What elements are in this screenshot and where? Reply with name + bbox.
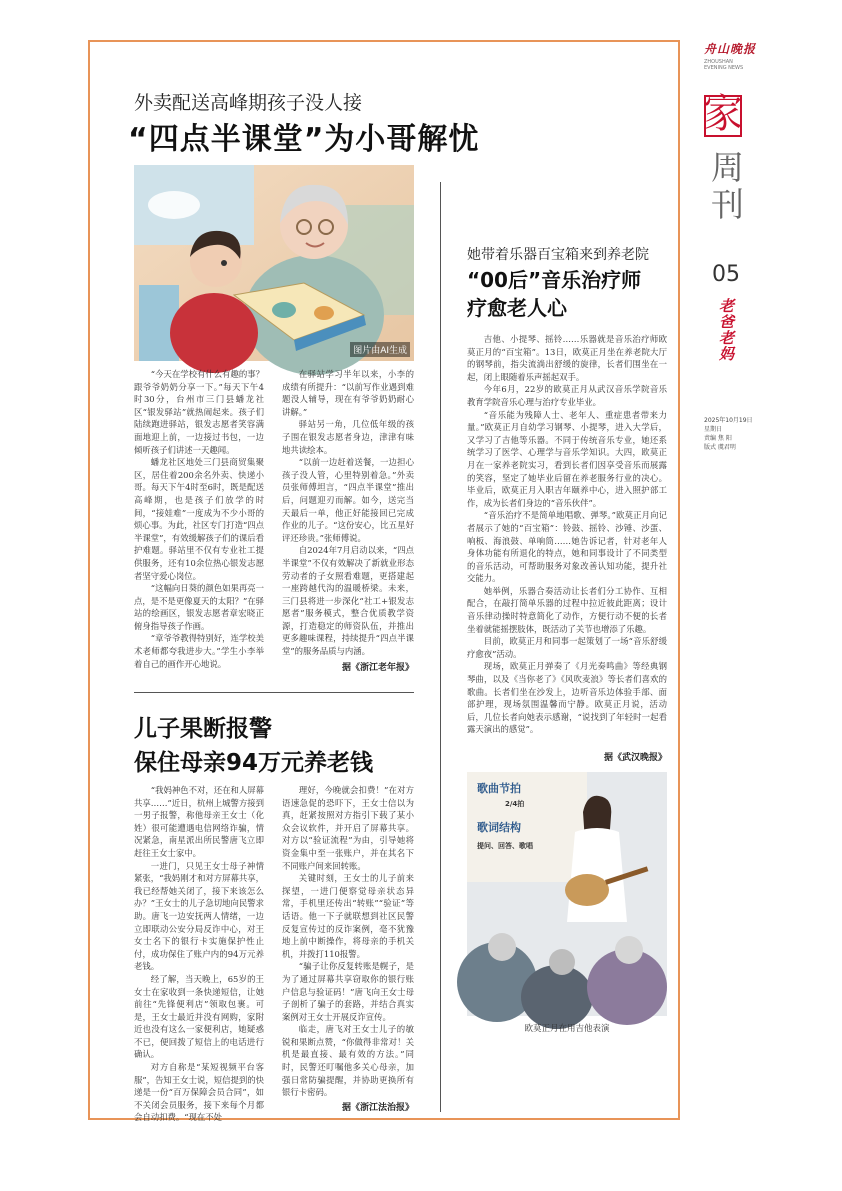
paragraph: 吉他、小提琴、摇铃……乐器就是音乐治疗师欧莫正月的“百宝箱”。13日，欧莫正月坐在养老院大厅的钢琴前，指尖流淌出舒缓的旋律，长者们围坐在一起，闭上眼随着乐声摇起双手。 (467, 334, 667, 382)
article2-headline-line2: 疗愈老人心 (467, 296, 567, 320)
article3-headline-line1: 儿子果断报警 (134, 716, 272, 742)
paragraph: “今天在学校有什么有趣的事？跟爷爷奶奶分享一下。”每天下午4时30分，台州市三门县蟠龙社区“银发驿站”就热闹起来。孩子们陆续跑进驿站，银发志愿者笑容满面地迎上前，一边接过书包，一边倾听孩子们讲述一天趣闻。 (134, 369, 264, 455)
photo-board-title: 歌曲节拍 (477, 782, 521, 795)
article2-body (467, 333, 667, 747)
article1-col1 (134, 368, 264, 670)
issue-editor: 责编 焦 阳 (704, 435, 732, 442)
photo-board-sub: 歌词结构 (477, 821, 521, 834)
paragraph: 目前，欧莫正月和同事一起策划了一场“音乐舒缓疗愈夜”活动。 (467, 636, 667, 659)
article3-headline-line2: 保住母亲94万元养老钱 (134, 750, 374, 776)
paragraph: 理好，今晚就会扣费！”在对方语速急促的恐吓下，王女士信以为真，赶紧按照对方指引下载了某小众会议软件，并开启了屏幕共享。对方以“验证流程”为由，引导她将资金集中至一张账户，并在其名下不同账户间来回转账。 (282, 785, 414, 871)
article2-source: 据《武汉晚报》 (603, 753, 667, 763)
column-name: 老爸老妈 (717, 298, 735, 362)
issue-weekday: 星期日 (704, 426, 723, 433)
paragraph: “音乐治疗不是简单地唱歌、弹琴。”欧莫正月向记者展示了她的“百宝箱”：铃鼓、摇铃、沙锤、沙蛋、响板、海浪鼓、单响筒……她告诉记者，针对老年人身体功能有所退化的特点，她和同事设计了不同类型的音乐活动，可帮助服务对象改善认知功能，提升社交能力。 (467, 510, 667, 584)
paragraph: 她举例，乐器合奏活动让长者们分工协作、互相配合，在敲打简单乐器的过程中拉近彼此距离；设计音乐律动操时特意简化了动作，方便行动不便的长者坐着就能摇摆肢体，既活动了关节也增添了乐趣。 (467, 585, 667, 634)
paragraph: 关键时刻，王女士的儿子前来探望，一进门便察觉母亲状态异常，手机里还传出“转账”“验证”等话语。他一下子就联想到社区民警反复宣传过的反诈案例，毫不犹豫地上前中断操作，将母亲的手机关机，并拨打110报警。 (282, 873, 414, 959)
paragraph: 蟠龙社区地处三门县商贸集聚区，居住着200余名外卖、快递小哥。每天下午4时至6时，既是配送高峰期，也是孩子们放学的时间，“接娃难”一度成为不少小哥的烦心事。为此，社区专门打造“四点半课堂”，有效缓解孩子们的课后看护难题。驿站里不仅有专业社工提供服务，还有10余位热心银发志愿者坚守爱心岗位。 (134, 457, 264, 581)
logo-en-line2: EVENING NEWS (704, 65, 744, 71)
article1-illustration (134, 165, 414, 361)
newspaper-logo (704, 40, 756, 71)
paragraph: 一进门，只见王女士母子神情紧张，“我妈刚才和对方屏幕共享，我已经帮她关闭了，接下来该怎么办？”王女士的儿子急切地向民警求助。唐飞一边安抚两人情绪，一边立即联动公安分局反诈中心，对王女士名下的银行卡实施保护性止付，成功保住了账户内的94万元养老钱。 (134, 860, 264, 972)
paragraph: 临走，唐飞对王女士儿子的敏锐和果断点赞，“你做得非常对！关机是最直接、最有效的方法。”同时，民警还叮嘱他多关心母亲，加强日常防骗提醒，并协助更换所有银行卡密码。 (282, 1024, 414, 1098)
paragraph: “我妈神色不对，还在和人屏幕共享……”近日，杭州上城警方接到一男子报警，称他母亲王女士（化姓）很可能遭遇电信网络诈骗，情况紧急，南星派出所民警唐飞立即赶往王女士家中。 (134, 785, 264, 858)
article1-headline: “四点半课堂”为小哥解忧 (128, 122, 480, 157)
horizontal-divider (134, 692, 414, 693)
vertical-divider (440, 182, 441, 1112)
article1-source: 据《浙江老年报》 (341, 663, 414, 673)
article3-source: 据《浙江法治报》 (341, 1103, 414, 1113)
paragraph: 自2024年7月启动以来，“四点半课堂”不仅有效解决了新就业形态劳动者的子女照看难题，更搭建起一座跨越代沟的温暖桥梁。未来，三门县将进一步深化“社工+银发志愿者”服务模式，整合优质教学资源，打造稳定的师资队伍，并推出更多趣味课程，持续提升“四点半课堂”的服务品质与内涵。 (282, 545, 414, 657)
ai-generated-tag: 图片由AI生成 (350, 342, 410, 357)
paragraph: “音乐能为残障人士、老年人、重症患者带来力量。”欧莫正月自幼学习钢琴、小提琴，进入大学后，又学习了吉他等乐器。不同于传统音乐专业，她还系统学习了医学、心理学与音乐学知识。大四，欧莫正月在一家养老院实习，看到长者们因享受音乐而展露的笑容，坚定了她毕业后留在养老服务行业的决心。毕业后，欧莫正月入职吉年颐养中心，进入照护部工作，成为长者们身边的“音乐伙伴”。 (467, 409, 667, 508)
paragraph: 在驿站学习半年以来，小李的成绩有所提升：“以前写作业遇到难题没人辅导，现在有爷爷奶奶耐心讲解。” (282, 369, 414, 417)
section-title-rest: 周刊 (706, 150, 745, 224)
paragraph: 经了解，当天晚上，65岁的王女士在家收到一条快递短信，让她前往“先锋便利店”领取包裹。可是，王女士最近并没有网购，家附近也没有这么一家便利店，她疑惑不已，便回拨了短信上的电话进行确认。 (134, 973, 264, 1060)
photo-board-meter: 2/4拍 (505, 800, 525, 808)
article2-photo (467, 772, 667, 1016)
issue-info (704, 416, 753, 452)
article1-col2 (282, 368, 414, 658)
article2-photo-caption: 欧莫正月在用吉他表演 (524, 1024, 610, 1034)
paragraph: “章爷爷教得特别好，连学校美术老师都夸我进步大。”学生小李举着自己的画作开心地说。 (134, 633, 264, 669)
issue-date: 2025年10月19日 (704, 417, 753, 424)
grandma-reading-illustration (134, 165, 414, 361)
logo-text: 舟山晚报 (704, 42, 757, 56)
article2-kicker: 她带着乐器百宝箱来到养老院 (467, 247, 649, 263)
page-number: 05 (712, 262, 740, 287)
photo-board-text (477, 780, 533, 851)
paragraph: 现场，欧莫正月弹奏了《月光奏鸣曲》等经典钢琴曲，以及《当你老了》《风吹麦浪》等长者们喜欢的歌曲。长者们坐在沙发上，边听音乐边体验手部、面部护理，现场氛围温馨而宁静。欧莫正月说，活动后，几位长者向她表示感谢，“说找到了年轻时一起看露天演出的感觉”。 (467, 661, 667, 735)
issue-designer: 版式 虞君明 (704, 444, 736, 451)
paragraph: “这幅向日葵的颜色如果再亮一点，是不是更像夏天的太阳？”在驿站的绘画区，银发志愿者章宏晓正俯身指导孩子作画。 (134, 583, 264, 631)
article2-headline-line1: “00后”音乐治疗师 (467, 268, 642, 292)
paragraph: 今年6月，22岁的欧莫正月从武汉音乐学院音乐教育学院音乐心理与治疗专业毕业。 (467, 384, 667, 407)
paragraph: 对方自称是“某短视频平台客服”，告知王女士说，短信提到的快递是一份“百万保障会员合同”，如不关闭会员服务，接下来每个月都会自动扣费。“现在不处 (134, 1062, 264, 1123)
article1-kicker: 外卖配送高峰期孩子没人接 (134, 92, 363, 114)
paragraph: “骗子让你反复转账是幌子，是为了通过屏幕共享窃取你的银行账户信息与验证码！”唐飞向王女士母子剖析了骗子的套路，并结合真实案例对王女士开展反诈宣传。 (282, 961, 414, 1022)
paragraph: 驿站另一角，几位低年级的孩子围在银发志愿者身边，津津有味地共读绘本。 (282, 419, 414, 455)
article3-col1 (134, 784, 264, 1123)
logo-en-line1: ZHOUSHAN (704, 59, 733, 65)
section-title-big: 家 (703, 91, 743, 137)
article3-col2 (282, 784, 414, 1096)
photo-board-words: 提问、回答、歌唱 (477, 842, 533, 850)
paragraph: “以前一边赶着送餐，一边担心孩子没人管，心里特别着急。”外卖员张师傅坦言，“四点半课堂”推出后，问题迎刃而解。如今，送完当天最后一单，他正好能接回已完成作业的儿子。“这份安心，比五星好评还珍贵。”张师傅说。 (282, 457, 414, 543)
